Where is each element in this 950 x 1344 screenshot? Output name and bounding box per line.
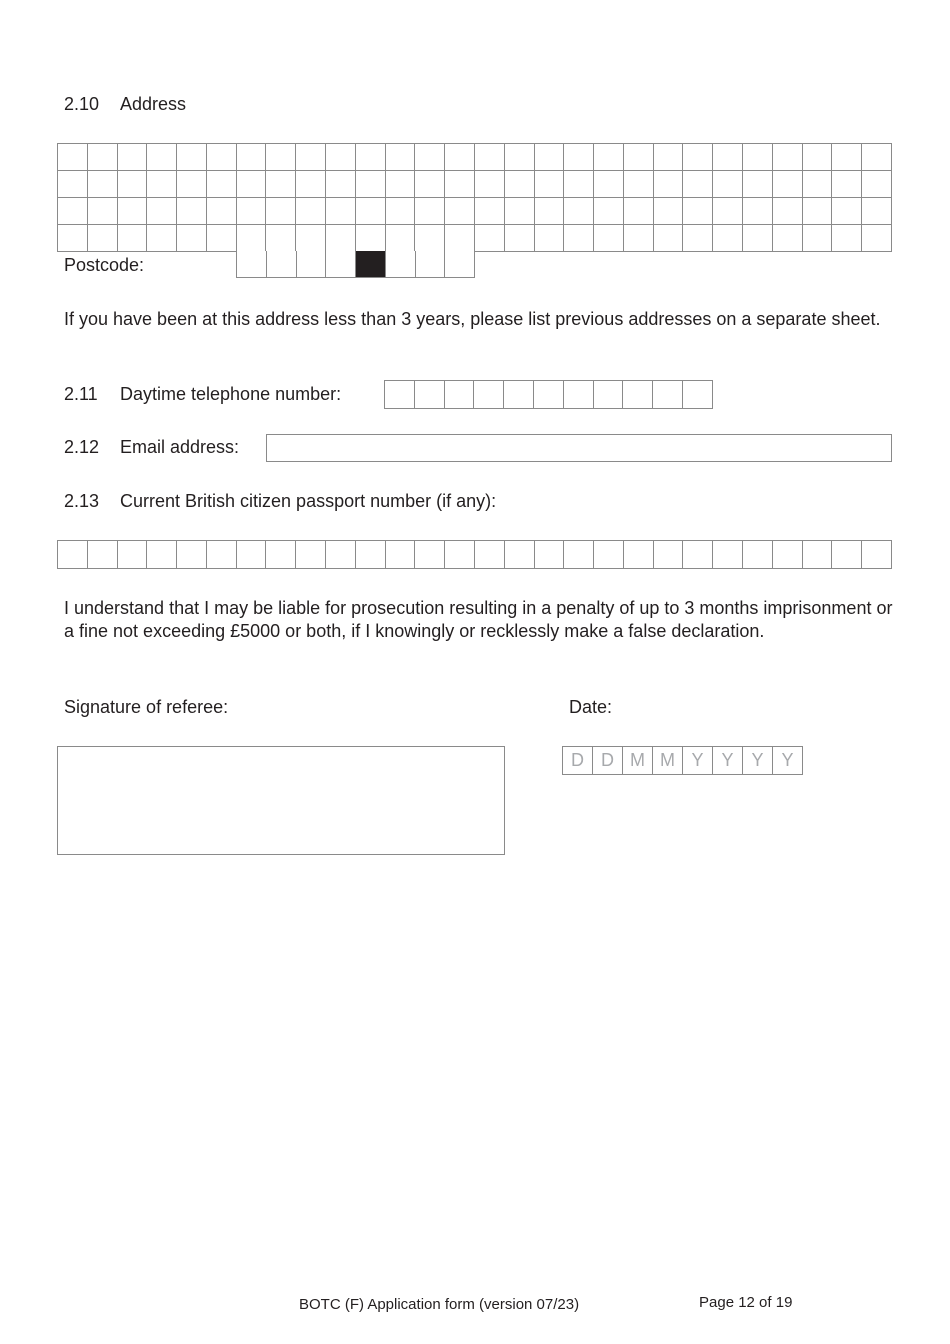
character-cell[interactable] (88, 171, 118, 198)
character-cell[interactable] (683, 381, 713, 409)
character-cell[interactable] (803, 144, 833, 171)
character-cell[interactable] (177, 198, 207, 225)
passport-number-grid[interactable] (57, 540, 892, 569)
character-cell[interactable] (535, 541, 565, 569)
character-cell[interactable] (535, 144, 565, 171)
character-cell[interactable] (862, 144, 892, 171)
character-cell[interactable] (385, 381, 415, 409)
character-cell[interactable] (594, 198, 624, 225)
character-cell[interactable] (624, 198, 654, 225)
character-cell[interactable] (713, 171, 743, 198)
character-cell[interactable] (266, 541, 296, 569)
section-2-10-heading (64, 93, 186, 116)
character-cell[interactable] (296, 171, 326, 198)
section-number: 2.10 (64, 94, 100, 114)
character-cell[interactable] (474, 381, 504, 409)
character-cell[interactable] (356, 541, 386, 569)
character-cell[interactable] (654, 144, 684, 171)
character-cell[interactable] (713, 198, 743, 225)
character-cell[interactable] (237, 144, 267, 171)
section-label: Email address: (120, 437, 240, 457)
character-cell[interactable] (445, 251, 475, 278)
date-digit-cell[interactable]: M (653, 747, 683, 775)
section-label: Daytime telephone number: (120, 384, 342, 404)
character-cell[interactable] (207, 541, 237, 569)
character-cell[interactable] (415, 171, 445, 198)
daytime-telephone-grid[interactable] (384, 380, 713, 409)
character-cell[interactable] (88, 541, 118, 569)
character-cell[interactable] (147, 171, 177, 198)
character-cell[interactable] (356, 225, 386, 252)
character-cell[interactable] (266, 198, 296, 225)
character-cell[interactable] (88, 198, 118, 225)
character-cell[interactable] (207, 171, 237, 198)
character-cell[interactable] (177, 171, 207, 198)
character-cell[interactable] (832, 198, 862, 225)
character-cell[interactable] (386, 171, 416, 198)
character-cell[interactable] (505, 171, 535, 198)
character-cell[interactable] (356, 144, 386, 171)
character-cell[interactable] (266, 171, 296, 198)
date-label: Date: (569, 697, 613, 717)
character-cell[interactable] (505, 225, 535, 252)
character-cell[interactable] (713, 541, 743, 569)
character-cell[interactable] (803, 198, 833, 225)
character-cell[interactable] (118, 144, 148, 171)
character-cell[interactable] (564, 541, 594, 569)
character-cell[interactable] (445, 541, 475, 569)
character-cell[interactable] (118, 225, 148, 252)
character-cell[interactable] (475, 171, 505, 198)
character-cell[interactable] (266, 225, 296, 252)
character-cell[interactable] (623, 381, 653, 409)
postcode-label: Postcode: (64, 255, 145, 275)
character-cell[interactable] (475, 541, 505, 569)
character-cell[interactable] (415, 381, 445, 409)
character-cell[interactable] (415, 144, 445, 171)
character-cell[interactable] (773, 144, 803, 171)
character-cell[interactable] (505, 541, 535, 569)
date-digit-cell[interactable]: D (593, 747, 623, 775)
date-digit-cell[interactable]: Y (713, 747, 743, 775)
character-cell[interactable] (773, 541, 803, 569)
section-2-12-heading (64, 436, 239, 459)
character-cell[interactable] (624, 541, 654, 569)
character-cell[interactable] (594, 541, 624, 569)
postcode-character-grid[interactable] (236, 251, 475, 278)
character-cell[interactable] (326, 251, 356, 278)
character-cell[interactable] (386, 251, 416, 278)
character-cell[interactable] (207, 225, 237, 252)
date-digit-cell[interactable]: Y (743, 747, 773, 775)
character-cell[interactable] (237, 198, 267, 225)
section-2-11-heading (64, 383, 341, 406)
date-digit-cell[interactable]: Y (773, 747, 803, 775)
character-cell[interactable] (296, 541, 326, 569)
character-cell[interactable] (296, 198, 326, 225)
footer-form-name: BOTC (F) Application form (version 07/23) (299, 1296, 580, 1313)
character-cell[interactable] (237, 541, 267, 569)
character-cell[interactable] (773, 198, 803, 225)
character-cell[interactable] (653, 381, 683, 409)
character-cell[interactable] (88, 144, 118, 171)
character-cell[interactable] (654, 171, 684, 198)
character-cell[interactable] (624, 171, 654, 198)
character-cell[interactable] (326, 198, 356, 225)
character-cell[interactable] (147, 225, 177, 252)
character-cell[interactable] (58, 171, 88, 198)
character-cell[interactable] (58, 541, 88, 569)
character-cell[interactable] (743, 144, 773, 171)
character-cell[interactable] (535, 198, 565, 225)
character-cell[interactable] (594, 171, 624, 198)
character-cell[interactable] (326, 171, 356, 198)
character-cell[interactable] (564, 171, 594, 198)
character-cell[interactable] (535, 225, 565, 252)
character-cell[interactable] (504, 381, 534, 409)
character-cell[interactable] (326, 225, 356, 252)
character-cell[interactable] (803, 225, 833, 252)
character-cell[interactable] (177, 541, 207, 569)
character-cell[interactable] (386, 144, 416, 171)
character-cell[interactable] (743, 225, 773, 252)
postcode-separator-cell (356, 251, 386, 278)
section-label: Current British citizen passport number (if any): (120, 491, 497, 511)
character-cell[interactable] (683, 541, 713, 569)
character-cell[interactable] (505, 198, 535, 225)
character-cell[interactable] (594, 144, 624, 171)
character-cell[interactable] (564, 144, 594, 171)
character-cell[interactable] (237, 251, 267, 278)
date-field-grid[interactable] (562, 746, 803, 775)
character-cell[interactable] (356, 198, 386, 225)
date-digit-cell[interactable]: M (623, 747, 653, 775)
character-cell[interactable] (386, 225, 416, 252)
character-cell[interactable] (445, 198, 475, 225)
character-cell[interactable] (415, 225, 445, 252)
character-cell[interactable] (564, 198, 594, 225)
character-cell[interactable] (415, 541, 445, 569)
character-cell[interactable] (266, 144, 296, 171)
character-cell[interactable] (832, 171, 862, 198)
character-cell[interactable] (207, 144, 237, 171)
character-cell[interactable] (564, 381, 594, 409)
character-cell[interactable] (624, 144, 654, 171)
character-cell[interactable] (177, 144, 207, 171)
character-cell[interactable] (147, 541, 177, 569)
character-cell[interactable] (267, 251, 297, 278)
character-cell[interactable] (862, 171, 892, 198)
character-cell[interactable] (297, 251, 327, 278)
character-cell[interactable] (654, 225, 684, 252)
character-cell[interactable] (416, 251, 446, 278)
character-cell[interactable] (803, 541, 833, 569)
declaration-text: I understand that I may be liable for prosecution resulting in a penalty of up to 3 months imprisonment or a fine not exceeding £5000 or both, if I knowingly or recklessly make a false declaration. (64, 598, 893, 641)
character-cell[interactable] (386, 541, 416, 569)
character-cell[interactable] (832, 541, 862, 569)
character-cell[interactable] (683, 171, 713, 198)
character-cell[interactable] (356, 171, 386, 198)
character-cell[interactable] (594, 381, 624, 409)
character-cell[interactable] (534, 381, 564, 409)
character-cell[interactable] (118, 198, 148, 225)
character-cell[interactable] (862, 225, 892, 252)
character-cell[interactable] (743, 198, 773, 225)
character-cell[interactable] (594, 225, 624, 252)
character-cell[interactable] (773, 171, 803, 198)
character-cell[interactable] (654, 541, 684, 569)
character-cell[interactable] (207, 198, 237, 225)
character-cell[interactable] (147, 144, 177, 171)
address-character-grid[interactable] (57, 143, 892, 252)
character-cell[interactable] (58, 198, 88, 225)
character-cell[interactable] (713, 144, 743, 171)
character-cell[interactable] (386, 198, 416, 225)
section-number: 2.12 (64, 437, 100, 457)
character-cell[interactable] (683, 144, 713, 171)
character-cell[interactable] (475, 198, 505, 225)
character-cell[interactable] (624, 225, 654, 252)
character-cell[interactable] (683, 225, 713, 252)
character-cell[interactable] (505, 144, 535, 171)
character-cell[interactable] (296, 144, 326, 171)
character-cell[interactable] (862, 198, 892, 225)
character-cell[interactable] (58, 225, 88, 252)
date-digit-cell[interactable]: D (563, 747, 593, 775)
character-cell[interactable] (88, 225, 118, 252)
character-cell[interactable] (445, 381, 475, 409)
section-number: 2.11 (64, 384, 98, 404)
footer-page-number: Page 12 of 19 (699, 1294, 793, 1311)
previous-address-note: If you have been at this address less than 3 years, please list previous addresses on a separate sheet. (64, 309, 881, 329)
character-cell[interactable] (147, 198, 177, 225)
character-cell[interactable] (445, 225, 475, 252)
section-number: 2.13 (64, 491, 100, 511)
character-cell[interactable] (445, 144, 475, 171)
signature-label: Signature of referee: (64, 697, 229, 717)
character-cell[interactable] (58, 144, 88, 171)
character-cell[interactable] (475, 144, 505, 171)
character-cell[interactable] (177, 225, 207, 252)
character-cell[interactable] (743, 171, 773, 198)
character-cell[interactable] (564, 225, 594, 252)
character-cell[interactable] (713, 225, 743, 252)
character-cell[interactable] (237, 225, 267, 252)
character-cell[interactable] (326, 144, 356, 171)
character-cell[interactable] (803, 171, 833, 198)
character-cell[interactable] (773, 225, 803, 252)
character-cell[interactable] (743, 541, 773, 569)
character-cell[interactable] (475, 225, 505, 252)
date-digit-cell[interactable]: Y (683, 747, 713, 775)
character-cell[interactable] (118, 171, 148, 198)
character-cell[interactable] (862, 541, 892, 569)
character-cell[interactable] (118, 541, 148, 569)
character-cell[interactable] (445, 171, 475, 198)
character-cell[interactable] (654, 198, 684, 225)
character-cell[interactable] (832, 144, 862, 171)
character-cell[interactable] (296, 225, 326, 252)
character-cell[interactable] (832, 225, 862, 252)
email-address-field[interactable] (266, 434, 892, 462)
character-cell[interactable] (683, 198, 713, 225)
section-label: Address (120, 94, 187, 114)
character-cell[interactable] (237, 171, 267, 198)
character-cell[interactable] (326, 541, 356, 569)
signature-box[interactable] (57, 746, 505, 855)
character-cell[interactable] (535, 171, 565, 198)
character-cell[interactable] (415, 198, 445, 225)
section-2-13-heading (64, 490, 496, 513)
